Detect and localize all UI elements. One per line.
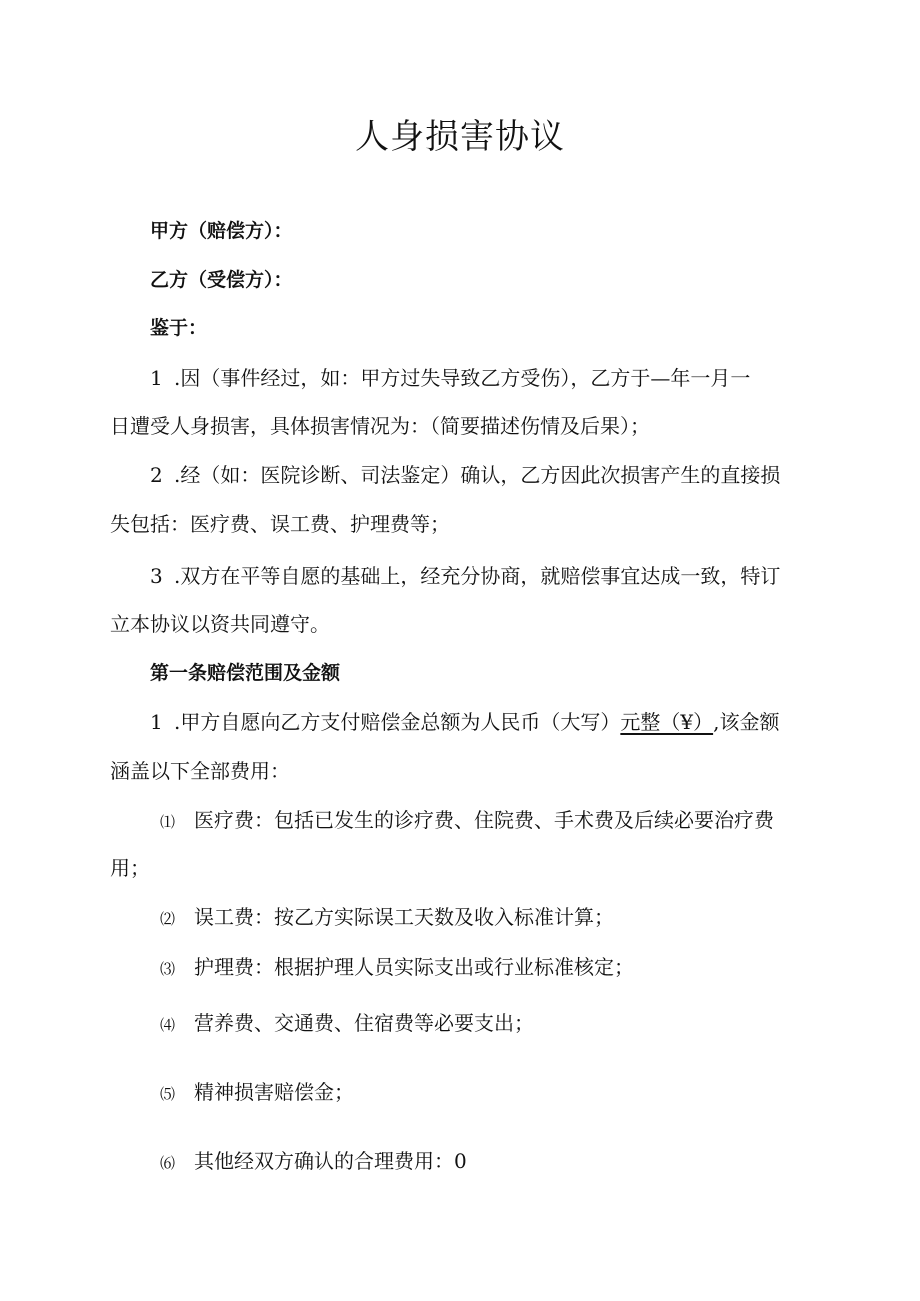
fee-item-1-line2: 用； (110, 856, 150, 880)
fee-item-6 (160, 1146, 467, 1178)
party-b-label: 乙方（受偿方）： (150, 269, 293, 291)
whereas-label: 鉴于： (150, 317, 208, 339)
recital-text: .因（事件经过，如：甲方过失导致乙方受伤），乙方于—年一月一 (174, 366, 751, 390)
recital-2-line1 (150, 460, 780, 490)
recital-3-line1 (150, 561, 780, 591)
recital-3-line2: 立本协议以资共同遵守。 (110, 612, 330, 636)
article-1-clause-1-line2: 涵盖以下全部费用： (110, 759, 290, 783)
recital-number: 1 (150, 366, 163, 390)
recital-1-line2: 日遭受人身损害，具体损害情况为：（简要描述伤情及后果）； (110, 414, 650, 438)
item-number: ⑷ (160, 1016, 176, 1034)
item-number: ⑹ (160, 1154, 176, 1172)
clause-text: .甲方自愿向乙方支付赔偿金总额为人民币（大写） (174, 710, 621, 734)
recital-number: 3 (150, 564, 163, 588)
fee-item-4 (160, 1008, 534, 1040)
fee-item-5 (160, 1077, 354, 1109)
item-text: 医疗费：包括已发生的诊疗费、住院费、手术费及后续必要治疗费 (194, 808, 774, 832)
item-number: ⑵ (160, 910, 176, 928)
fee-item-2 (160, 902, 614, 934)
item-text: 精神损害赔偿金； (194, 1080, 354, 1104)
recital-number: 2 (150, 463, 163, 487)
document-title: 人身损害协议 (355, 117, 565, 157)
item-text: 其他经双方确认的合理费用：0 (194, 1149, 467, 1173)
clause-text-end: ,该金额 (713, 710, 780, 734)
fee-item-3 (160, 952, 634, 984)
item-text: 误工费：按乙方实际误工天数及收入标准计算； (194, 905, 614, 929)
amount-blank: 元整（¥） (620, 710, 714, 734)
item-text: 营养费、交通费、住宿费等必要支出； (194, 1011, 534, 1035)
item-number: ⑶ (160, 960, 176, 978)
recital-1-line1 (150, 363, 750, 393)
item-number: ⑸ (160, 1085, 176, 1103)
recital-text: .双方在平等自愿的基础上，经充分协商，就赔偿事宜达成一致，特订 (174, 564, 781, 588)
article-1-clause-1-line1 (150, 707, 779, 737)
party-a-label: 甲方（赔偿方）： (150, 220, 293, 242)
clause-number: 1 (150, 710, 163, 734)
item-number: ⑴ (160, 813, 176, 831)
article-1-heading: 第一条赔偿范围及金额 (150, 662, 341, 684)
item-text: 护理费：根据护理人员实际支出或行业标准核定； (194, 955, 634, 979)
recital-2-line2: 失包括：医疗费、误工费、护理费等； (110, 512, 450, 536)
fee-item-1 (160, 805, 774, 837)
recital-text: .经（如：医院诊断、司法鉴定）确认，乙方因此次损害产生的直接损 (174, 463, 781, 487)
